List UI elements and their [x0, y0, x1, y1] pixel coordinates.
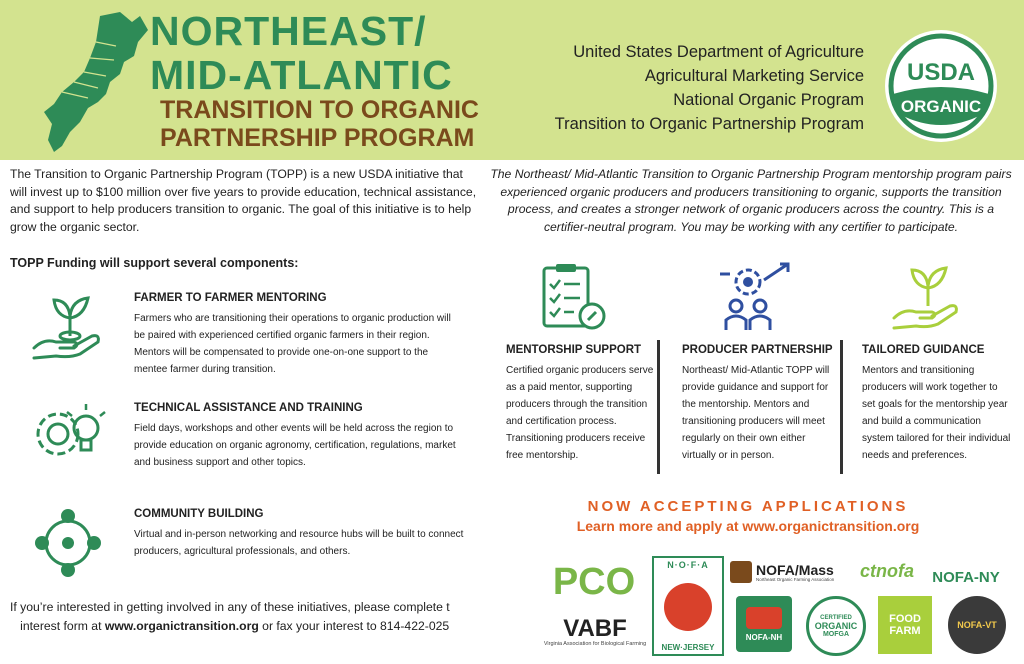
nofa-vt-logo — [948, 596, 1006, 654]
learn-more-link[interactable]: Learn more and apply at www.organictransition.org — [576, 518, 920, 534]
ctnofa-logo — [854, 556, 920, 586]
nofa-nh-logo — [736, 596, 792, 652]
food-farm-logo — [878, 596, 932, 654]
nofa-nj-logo — [652, 556, 724, 656]
hand-plant-icon — [30, 292, 110, 362]
topp-intro: The Transition to Organic Partnership Program (TOPP) is a new USDA initiative that will invest up to $100 million over five years to provide education, technical assistance, and support to help producers transition to organic. The goal of this initiative is to help grow the organic sector. — [10, 167, 477, 234]
gear-lightbulb-icon — [30, 402, 110, 472]
nofa-mass-text: NOFA/Mass — [756, 561, 834, 578]
component-title: TECHNICAL ASSISTANCE AND TRAINING — [134, 402, 363, 414]
now-accepting-heading: NOW ACCEPTING APPLICATIONS — [587, 498, 909, 515]
nofa-ny-logo — [924, 552, 1008, 586]
mentorship-intro: The Northeast/ Mid-Atlantic Transition to Organic Partnership Program mentorship program pairs experienced organic producers and producers transitioning to organic, supports the transition process, and creates a stronger network of organic producers across the country. This is a certifier-neutral program. You may be working with any certifier to participate. — [490, 167, 1012, 234]
usda-line: Transition to Organic Partnership Program — [554, 115, 864, 133]
pillar-title: TAILORED GUIDANCE — [862, 344, 985, 356]
note-line-2-pre: interest form at — [20, 619, 105, 633]
usda-line: United States Department of Agriculture — [573, 43, 864, 61]
interest-form-link[interactable]: www.organictransition.org — [104, 619, 259, 633]
pillar-title: MENTORSHIP SUPPORT — [506, 344, 642, 356]
seal-top-text: USDA — [906, 59, 976, 86]
nofa-mass-mark-icon — [730, 561, 752, 583]
vabf-logo — [540, 612, 650, 652]
component-body: Farmers who are transitioning their operations to organic production will be paired with experienced certified organic farmers in their region. Mentors will be compensated to provide one-on-one support to the mentee farmer during transition. — [134, 313, 451, 375]
food-text: FOOD — [889, 613, 921, 625]
community-network-icon — [30, 508, 110, 578]
title-line-1: NORTHEAST/ — [150, 8, 427, 54]
title-line-3: TRANSITION TO ORGANIC — [160, 96, 479, 124]
mofga-logo — [806, 596, 866, 656]
nofa-vt-text: NOFA-VT — [957, 620, 997, 630]
interest-form-note — [10, 598, 470, 636]
usda-line: National Organic Program — [673, 91, 864, 109]
note-line-2 — [10, 617, 470, 636]
nofa-nh-text: NOFA-NH — [745, 632, 783, 642]
note-line-1: If you’re interested in getting involved in any of these initiatives, please complete t — [10, 600, 450, 614]
title-line-2: MID-ATLANTIC — [150, 52, 453, 98]
mofga-top: CERTIFIED — [820, 614, 852, 621]
nofa-mass-subtext: Northeast Organic Farming Association — [756, 576, 835, 582]
mofga-mid: ORGANIC — [814, 620, 858, 631]
vabf-text: VABF — [563, 615, 627, 642]
column-divider — [840, 340, 843, 474]
tractor-icon — [746, 607, 782, 629]
farm-text: FARM — [889, 625, 921, 637]
components-heading: TOPP Funding will support several components: — [10, 256, 299, 270]
partnership-people-icon — [718, 262, 794, 332]
nofa-mass-logo — [730, 558, 850, 586]
hand-sprout-icon — [890, 262, 966, 332]
pillar-title: PRODUCER PARTNERSHIP — [682, 344, 833, 356]
nofa-ny-text: NOFA-NY — [932, 569, 1000, 586]
seal-bottom-text: ORGANIC — [900, 97, 982, 116]
component-title: FARMER TO FARMER MENTORING — [134, 292, 327, 304]
pillar-body: Certified organic producers serve as a paid mentor, supporting producers through the transition and certification process. Transitioning producers receive free mentorship. — [506, 365, 654, 461]
northeast-map-icon — [40, 12, 150, 152]
title-line-4: PARTNERSHIP PROGRAM — [160, 124, 475, 152]
component-body: Virtual and in-person networking and resource hubs will be built to connect producers, agricultural professionals, and others. — [134, 529, 464, 557]
pillar-body: Mentors and transitioning producers will work together to set goals for the mentorship year and build a communication system tailored for their individual needs and preferences. — [862, 365, 1011, 461]
component-body: Field days, workshops and other events will be held across the region to provide education on organic agronomy, certification, regulations, market and business support and other topics. — [134, 423, 456, 468]
note-line-2-post: or fax your interest to 814-422-025 — [258, 619, 450, 633]
usda-organic-seal — [883, 28, 999, 144]
pco-logo — [534, 560, 654, 604]
nofa-nj-top: N·O·F·A — [667, 560, 709, 570]
vabf-subtext: Virginia Association for Biological Farming — [543, 641, 647, 647]
column-divider — [657, 340, 660, 474]
nofa-nj-bottom: NEW·JERSEY — [661, 643, 715, 652]
ctnofa-text: ctnofa — [860, 560, 914, 581]
component-title: COMMUNITY BUILDING — [134, 508, 264, 520]
pco-text: PCO — [552, 560, 636, 603]
header-banner — [0, 0, 1024, 160]
tomato-icon — [664, 583, 712, 631]
mofga-bottom: MOFGA — [822, 630, 850, 638]
usda-agency-lines — [555, 40, 864, 136]
usda-line: Agricultural Marketing Service — [644, 67, 864, 85]
pillar-body: Northeast/ Mid-Atlantic TOPP will provide guidance and support for the mentorship. Mentors and transitioning producers will meet regularly on their own either virtually or in person. — [682, 365, 830, 461]
clipboard-checklist-icon — [536, 262, 612, 332]
